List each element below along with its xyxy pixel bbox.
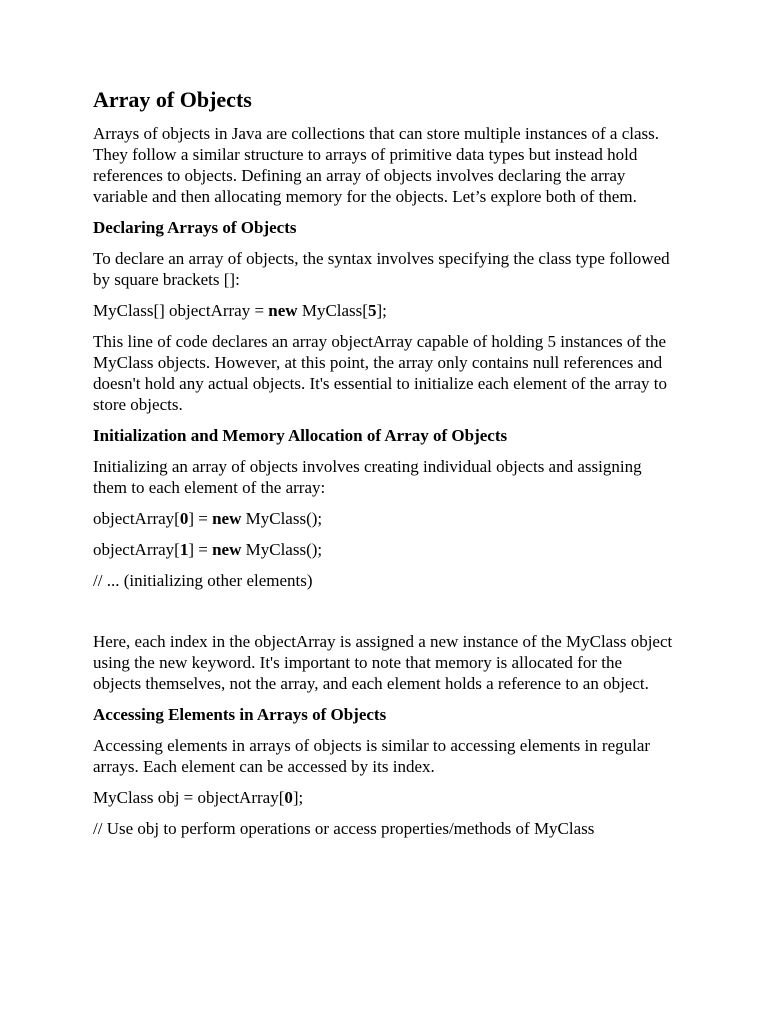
init-code-line-2 <box>93 539 673 560</box>
section-heading-declaring: Declaring Arrays of Objects <box>93 218 297 237</box>
code-text: objectArray[ <box>93 509 180 528</box>
code-text: ]; <box>376 301 387 320</box>
declaring-paragraph-1: To declare an array of objects, the syntax involves specifying the class type followed by square brackets []: <box>93 249 670 289</box>
code-text: MyClass[] objectArray = <box>93 301 269 320</box>
accessing-paragraph-1: Accessing elements in arrays of objects is similar to accessing elements in regular arrays. Each element can be accessed by its index. <box>93 736 651 776</box>
code-number: 0 <box>284 788 293 807</box>
code-text: MyClass(); <box>241 509 323 528</box>
access-code-line <box>93 787 673 808</box>
declaring-code-line <box>93 300 673 321</box>
section-heading-accessing: Accessing Elements in Arrays of Objects <box>93 705 387 724</box>
code-text: MyClass obj = objectArray[ <box>93 788 285 807</box>
code-number: 0 <box>179 509 189 528</box>
init-code-line-1 <box>93 508 673 529</box>
section-heading-initialization: Initialization and Memory Allocation of Array of Objects <box>93 426 508 445</box>
init-code-comment: // ... (initializing other elements) <box>93 571 313 590</box>
code-keyword: new <box>212 540 242 559</box>
spacer <box>93 601 673 631</box>
code-text: MyClass[ <box>297 301 368 320</box>
initialization-paragraph-1: Initializing an array of objects involves creating individual objects and assigning them to each element of the array: <box>93 457 642 497</box>
code-number: 1 <box>179 540 189 559</box>
page-title: Array of Objects <box>93 87 252 112</box>
code-keyword: new <box>212 509 242 528</box>
code-text: MyClass(); <box>241 540 323 559</box>
code-text: ]; <box>292 788 304 807</box>
document-page <box>93 86 673 849</box>
intro-paragraph: Arrays of objects in Java are collections that can store multiple instances of a class. They follow a similar structure to arrays of primitive data types but instead hold references to objects. Defining an array of objects involves declaring the array variable and then allocating memory for the objects. Let’s explore both of them. <box>93 124 660 206</box>
code-text: objectArray[ <box>93 540 180 559</box>
code-text: ] = <box>188 509 213 528</box>
code-number: 5 <box>367 301 377 320</box>
access-code-comment: // Use obj to perform operations or access properties/methods of MyClass <box>93 819 595 838</box>
initialization-paragraph-2: Here, each index in the objectArray is assigned a new instance of the MyClass object using the new keyword. It's important to note that memory is allocated for the objects themselves, not the array, and each element holds a reference to an object. <box>93 632 673 693</box>
code-keyword: new <box>268 301 298 320</box>
declaring-paragraph-2: This line of code declares an array objectArray capable of holding 5 instances of the MyClass objects. However, at this point, the array only contains null references and doesn't hold any actual objects. It's essential to initialize each element of the array to store objects. <box>93 332 668 414</box>
code-text: ] = <box>188 540 213 559</box>
